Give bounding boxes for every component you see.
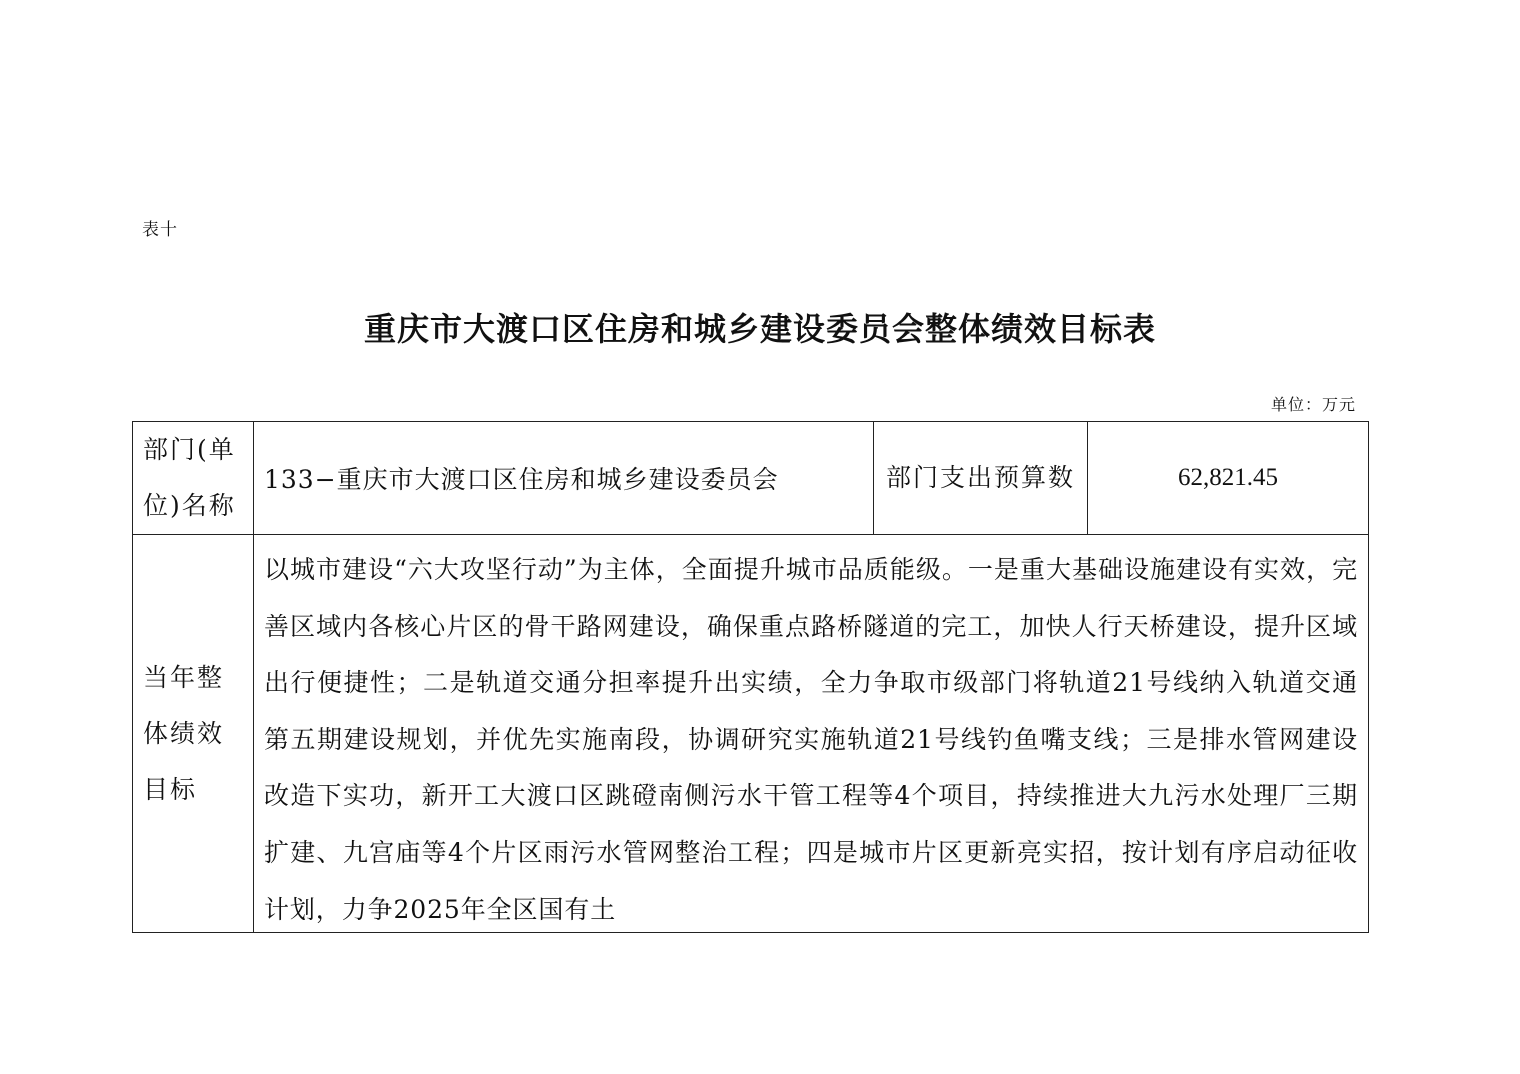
performance-goal-table [132, 421, 1369, 933]
unit-label: 单位：万元 [1270, 395, 1356, 414]
goal-row [133, 535, 1369, 933]
goal-label: 当年整体绩效目标 [143, 662, 225, 804]
dept-name-value-cell [254, 422, 874, 535]
budget-label-cell [874, 422, 1088, 535]
goal-label-cell [133, 535, 254, 933]
table-number-label: 表十 [142, 220, 178, 240]
document-title: 重庆市大渡口区住房和城乡建设委员会整体绩效目标表 [363, 310, 1156, 348]
budget-value-cell [1088, 422, 1369, 535]
dept-info-row [133, 422, 1369, 535]
dept-name-label: 部门(单位)名称 [143, 435, 236, 520]
goal-text: 以城市建设“六大攻坚行动”为主体，全面提升城市品质能级。一是重大基础设施建设有实效，完善区域内各核心片区的骨干路网建设，确保重点路桥隧道的完工，加快人行天桥建设，提升区域出行便捷性；二是轨道交通分担率提升出实绩，全力争取市级部门将轨道21号线纳入轨道交通第五期建设规划，并优先实施南段，协调研究实施轨道21号线钓鱼嘴支线；三是排水管网建设改造下实功，新开工大渡口区跳磴南侧污水干管工程等4个项目，持续推进大九污水处理厂三期扩建、九宫庙等4个片区雨污水管网整治工程；四是城市片区更新亮实招，按计划有序启动征收计划，力争2025年全区国有土 [264, 555, 1358, 924]
dept-name-value: 133−重庆市大渡口区住房和城乡建设委员会 [264, 465, 779, 494]
dept-name-label-cell [133, 422, 254, 535]
goal-text-cell [254, 535, 1369, 933]
budget-value: 62,821.45 [1178, 464, 1278, 491]
budget-label: 部门支出预算数 [885, 463, 1075, 492]
